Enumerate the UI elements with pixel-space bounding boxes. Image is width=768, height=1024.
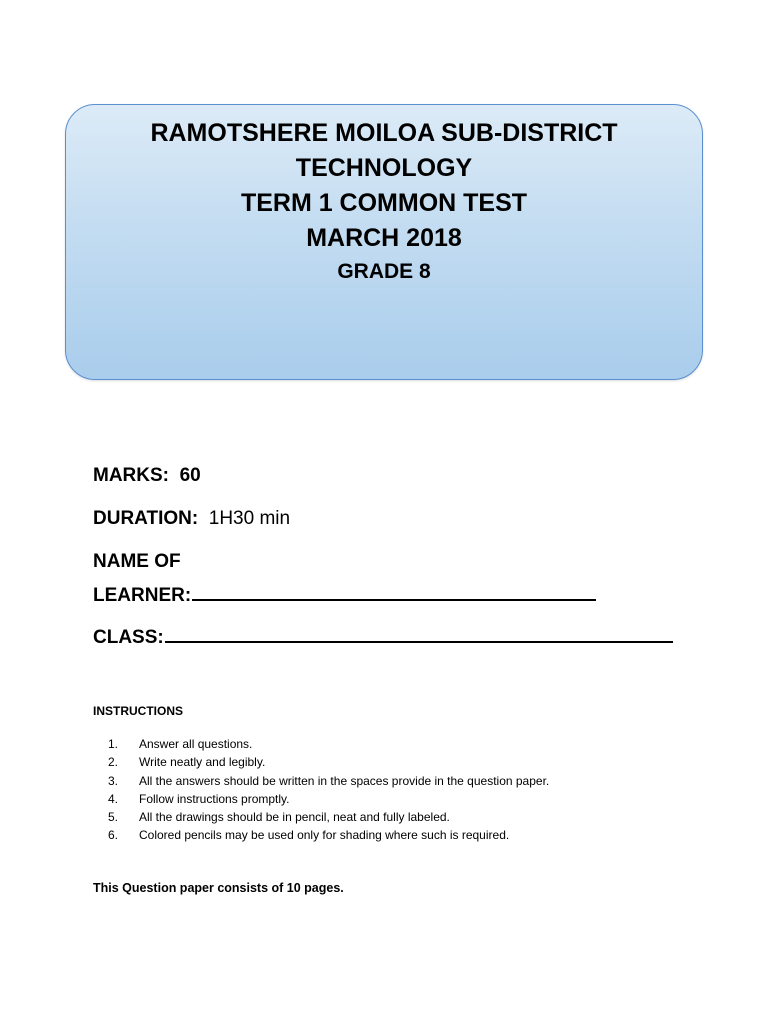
list-item-text: Colored pencils may be used only for shading where such is required.: [139, 828, 510, 843]
learner-name-blank[interactable]: [192, 583, 596, 601]
list-item-text: All the answers should be written in the spaces provide in the question paper.: [139, 773, 550, 788]
list-item: [108, 772, 549, 790]
district-title: RAMOTSHERE MOILOA SUB-DISTRICT: [150, 119, 618, 147]
instructions-list: [108, 735, 549, 845]
instructions-heading: INSTRUCTIONS: [93, 704, 183, 718]
class-blank[interactable]: [165, 625, 673, 643]
list-item-text: All the drawings should be in pencil, neat and fully labeled.: [139, 810, 450, 825]
learner-name-label-line1: [93, 551, 181, 573]
list-item: [108, 735, 549, 753]
duration-value: 1H30 min: [208, 508, 291, 529]
marks-label: MARKS:: [93, 465, 169, 486]
duration-label: DURATION:: [93, 508, 199, 529]
list-item: [108, 808, 549, 826]
list-item: [108, 753, 549, 771]
test-title: TERM 1 COMMON TEST: [240, 189, 528, 217]
list-item-text: Write neatly and legibly.: [139, 755, 266, 770]
list-item: [108, 826, 549, 844]
list-item-number: 6.: [108, 828, 119, 843]
class-field: [93, 625, 673, 649]
duration-field: [93, 508, 290, 530]
list-item-number: 5.: [108, 810, 119, 825]
marks-field: [93, 465, 201, 487]
subject-title: TECHNOLOGY: [295, 154, 473, 182]
list-item-number: 4.: [108, 791, 119, 806]
date-title: MARCH 2018: [306, 224, 462, 252]
list-item-number: 3.: [108, 773, 119, 788]
marks-value: 60: [179, 465, 201, 486]
list-item: [108, 790, 549, 808]
name-of-label: NAME OF: [93, 551, 181, 572]
list-item-text: Follow instructions promptly.: [139, 791, 290, 806]
learner-name-field: [93, 583, 596, 607]
grade-title: GRADE 8: [337, 260, 431, 283]
title-box: [65, 104, 703, 380]
list-item-number: 1.: [108, 737, 119, 751]
list-item-text: Answer all questions.: [139, 737, 253, 751]
page-count-note: This Question paper consists of 10 pages.: [93, 881, 344, 895]
learner-label: LEARNER:: [93, 585, 192, 606]
list-item-number: 2.: [108, 755, 119, 770]
class-label: CLASS:: [93, 627, 164, 648]
